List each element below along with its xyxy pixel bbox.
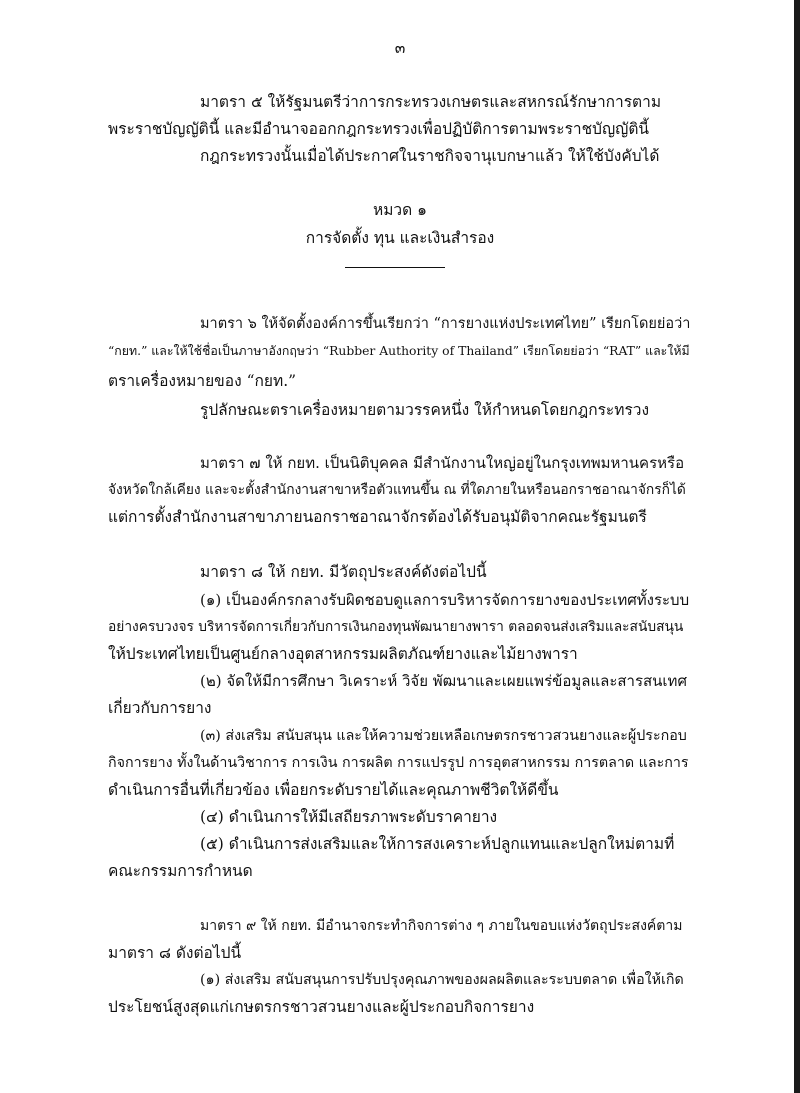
section7-line2: จังหวัดใกล้เคียง และจะตั้งสำนักงานสาขาหรือตัวแทนขึ้น ณ ที่ใดภายในหรือนอกราชอาณาจักรก็ได้ — [108, 482, 686, 498]
section8-line1: มาตรา ๘ ให้ กยท. มีวัตถุประสงค์ดังต่อไปนี้ — [200, 563, 487, 581]
section8-item5-line1: (๕) ดำเนินการส่งเสริมและให้การสงเคราะห์ปลูกแทนและปลูกใหม่ตามที่ — [200, 835, 675, 853]
section7-line3: แต่การตั้งสำนักงานสาขาภายนอกราชอาณาจักรต้องได้รับอนุมัติจากคณะรัฐมนตรี — [108, 508, 647, 526]
section7-line1: มาตรา ๗ ให้ กยท. เป็นนิติบุคคล มีสำนักงานใหญ่อยู่ในกรุงเทพมหานครหรือ — [200, 454, 685, 472]
section5-line2: พระราชบัญญัตินี้ และมีอำนาจออกกฎกระทรวงเพื่อปฏิบัติการตามพระราชบัญญัตินี้ — [108, 120, 650, 138]
section6-line3: ตราเครื่องหมายของ “กยท.” — [108, 372, 297, 390]
section9-line1: มาตรา ๙ ให้ กยท. มีอำนาจกระทำกิจการต่าง ๆ ภายในขอบแห่งวัตถุประสงค์ตาม — [200, 918, 683, 934]
section9-item1-line1: (๑) ส่งเสริม สนับสนุนการปรับปรุงคุณภาพของผลผลิตและระบบตลาด เพื่อให้เกิด — [200, 972, 684, 988]
chapter-subtitle: การจัดตั้ง ทุน และเงินสำรอง — [305, 229, 495, 247]
section8-item4: (๔) ดำเนินการให้มีเสถียรภาพระดับราคายาง — [200, 808, 498, 826]
section6-line1: มาตรา ๖ ให้จัดตั้งองค์การขึ้นเรียกว่า “การยางแห่งประเทศไทย” เรียกโดยย่อว่า — [200, 316, 691, 332]
section5-line1: มาตรา ๕ ให้รัฐมนตรีว่าการกระทรวงเกษตรและสหกรณ์รักษาการตาม — [200, 93, 662, 111]
section8-item1-line1: (๑) เป็นองค์กรกลางรับผิดชอบดูแลการบริหารจัดการยางของประเทศทั้งระบบ — [200, 591, 690, 609]
section8-item3-line1: (๓) ส่งเสริม สนับสนุน และให้ความช่วยเหลือเกษตรกรชาวสวนยางและผู้ประกอบ — [200, 728, 687, 744]
chapter-divider — [345, 267, 445, 268]
chapter-title: หมวด ๑ — [373, 201, 427, 219]
page-number: ๓ — [394, 39, 406, 57]
section5-line3: กฎกระทรวงนั้นเมื่อได้ประกาศในราชกิจจานุเบกษาแล้ว ให้ใช้บังคับได้ — [200, 147, 660, 165]
section8-item3-line2: กิจการยาง ทั้งในด้านวิชาการ การเงิน การผลิต การแปรรูป การอุตสาหกรรม การตลาด และการ — [108, 755, 689, 771]
section8-item3-line3: ดำเนินการอื่นที่เกี่ยวข้อง เพื่อยกระดับรายได้และคุณภาพชีวิตให้ดีขึ้น — [108, 781, 559, 799]
section8-item2-line1: (๒) จัดให้มีการศึกษา วิเคราะห์ วิจัย พัฒนาและเผยแพร่ข้อมูลและสารสนเทศ — [200, 672, 687, 690]
section6-line2: “กยท.” และให้ใช้ชื่อเป็นภาษาอังกฤษว่า “Rubber Authority of Thailand” เรียกโดยย่อว่า “RAT” และให้มี — [108, 344, 690, 358]
section8-item1-line3: ให้ประเทศไทยเป็นศูนย์กลางอุตสาหกรรมผลิตภัณฑ์ยางและไม้ยางพารา — [108, 645, 578, 663]
section9-item1-line2: ประโยชน์สูงสุดแก่เกษตรกรชาวสวนยางและผู้ประกอบกิจการยาง — [108, 998, 535, 1016]
section9-line2: มาตรา ๘ ดังต่อไปนี้ — [108, 944, 242, 962]
section8-item5-line2: คณะกรรมการกำหนด — [108, 862, 253, 880]
section8-item2-line2: เกี่ยวกับการยาง — [108, 699, 212, 717]
section6-line4: รูปลักษณะตราเครื่องหมายตามวรรคหนึ่ง ให้กำหนดโดยกฎกระทรวง — [200, 401, 650, 419]
section8-item1-line2: อย่างครบวงจร บริหารจัดการเกี่ยวกับการเงินกองทุนพัฒนายางพารา ตลอดจนส่งเสริมและสนับสนุน — [108, 619, 684, 635]
